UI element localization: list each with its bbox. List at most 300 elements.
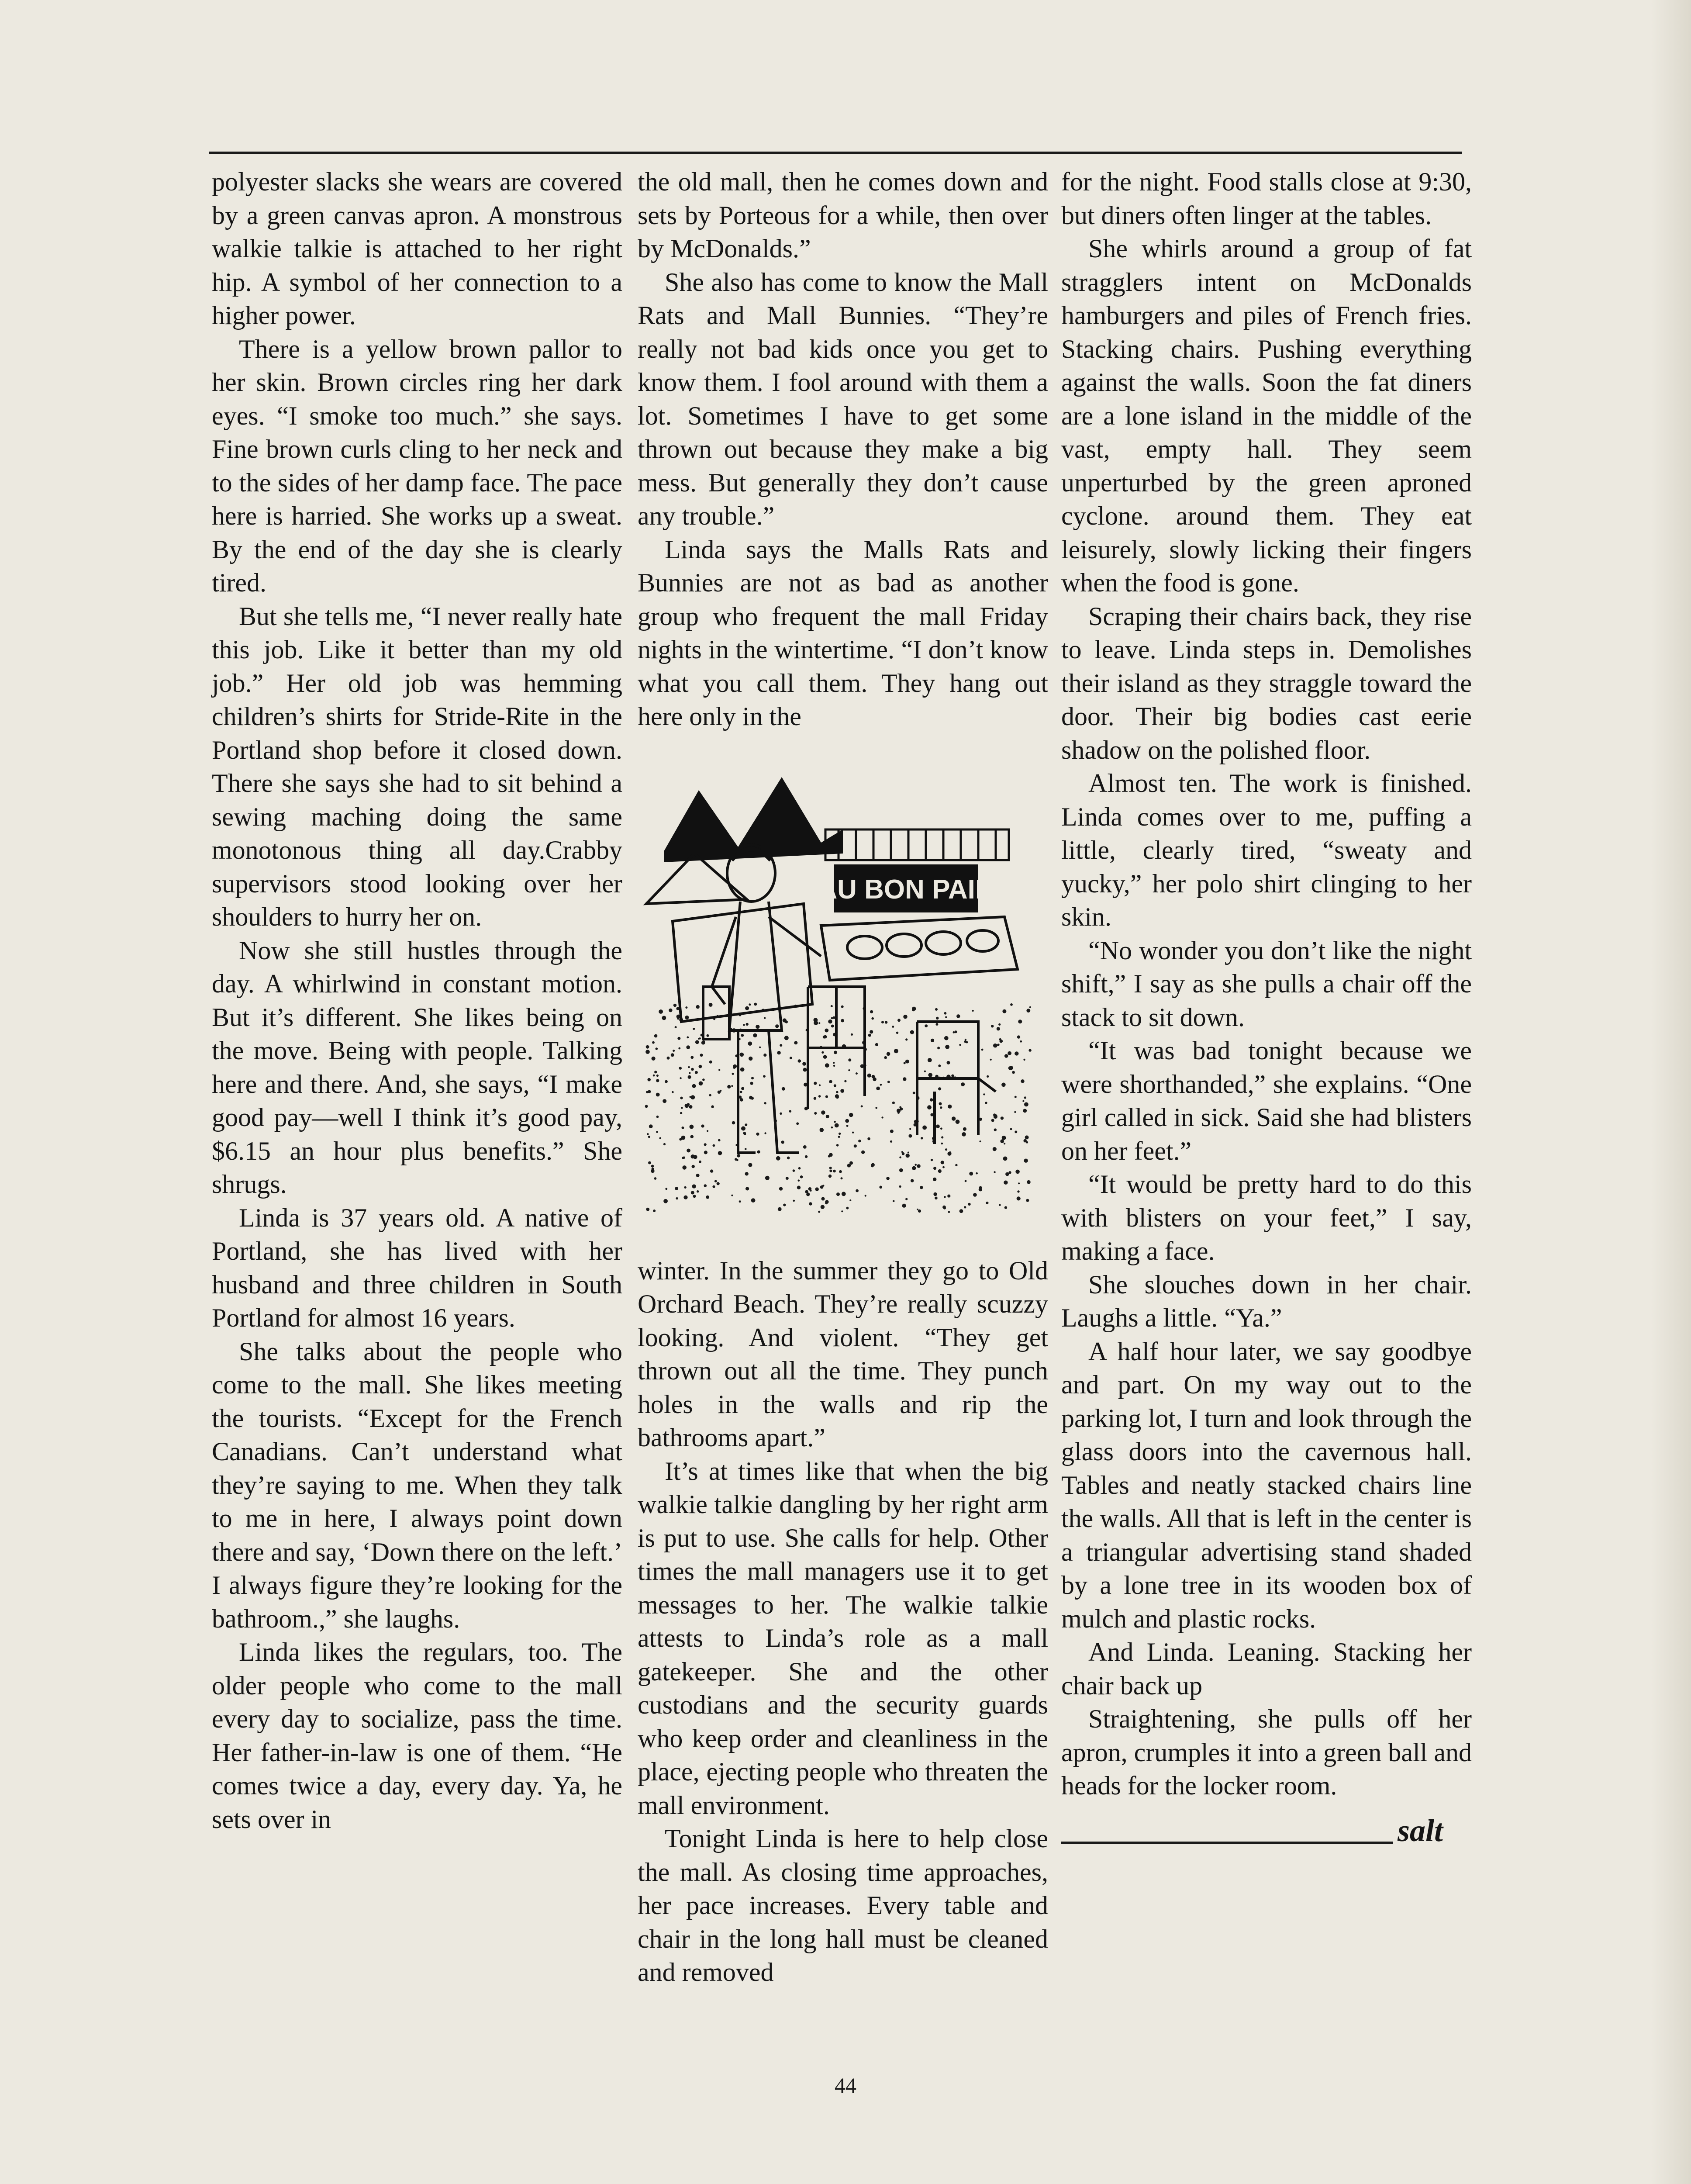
- stipple-dot: [688, 1066, 690, 1068]
- stipple-dot: [905, 1059, 909, 1063]
- stipple-dot: [763, 1053, 766, 1056]
- stipple-dot: [743, 1024, 745, 1026]
- stipple-dot: [819, 1084, 821, 1086]
- stipple-dot: [796, 1122, 799, 1125]
- stipple-dot: [875, 1107, 877, 1109]
- stipple-dot: [1017, 1190, 1019, 1192]
- stipple-dot: [1017, 1035, 1020, 1038]
- au-bon-pain-illustration: [638, 760, 1048, 1223]
- stipple-dot: [696, 1174, 700, 1177]
- stipple-dot: [922, 1125, 927, 1130]
- stipple-dot: [829, 1169, 832, 1172]
- stipple-dot: [746, 1023, 749, 1025]
- stipple-dot: [654, 1177, 657, 1180]
- stipple-dot: [764, 1017, 766, 1019]
- stipple-dot: [985, 1102, 987, 1104]
- stipple-dot: [965, 1180, 967, 1182]
- stipple-dot: [867, 1073, 871, 1077]
- stipple-dot: [679, 1138, 682, 1140]
- stipple-dot: [717, 1182, 720, 1185]
- stipple-dot: [751, 1077, 754, 1079]
- stipple-dot: [1004, 1180, 1008, 1184]
- stipple-dot: [940, 1106, 942, 1109]
- stipple-dot: [935, 1023, 938, 1026]
- stipple-dot: [887, 1081, 890, 1083]
- stipple-dot: [943, 1206, 946, 1209]
- stipple-dot: [693, 1028, 695, 1030]
- stipple-dot: [711, 1105, 714, 1108]
- stipple-dot: [948, 1104, 952, 1108]
- stipple-dot: [908, 1134, 912, 1137]
- stipple-dot: [1004, 1206, 1007, 1209]
- stipple-dot: [839, 1170, 842, 1173]
- stipple-dot: [779, 1187, 783, 1190]
- stipple-dot: [997, 1044, 1000, 1046]
- stipple-dot: [656, 1047, 658, 1050]
- stipple-dot: [1005, 1172, 1009, 1176]
- stipple-dot: [880, 1084, 882, 1086]
- stipple-dot: [1003, 1156, 1008, 1161]
- stipple-dot: [690, 1135, 694, 1138]
- stipple-dot: [663, 1143, 666, 1145]
- stipple-dot: [1025, 1135, 1029, 1139]
- stipple-dot: [776, 1156, 780, 1160]
- stipple-dot: [842, 1192, 846, 1196]
- stipple-dot: [739, 1200, 741, 1203]
- stipple-dot: [959, 1209, 963, 1213]
- stipple-dot: [778, 1207, 782, 1211]
- stipple-dot: [707, 1034, 709, 1037]
- stipple-dot: [745, 1187, 749, 1190]
- stipple-dot: [1008, 1066, 1012, 1070]
- stipple-dot: [798, 1059, 801, 1063]
- stipple-dot: [699, 1160, 701, 1163]
- stipple-dot: [787, 1156, 790, 1159]
- stipple-dot: [741, 1087, 744, 1090]
- paragraph: And Linda. Leaning. Stacking her chair back up: [1061, 1638, 1472, 1700]
- stipple-dot: [991, 1119, 994, 1122]
- stipple-dot: [740, 1052, 744, 1057]
- stipple-dot: [656, 1079, 659, 1082]
- stipple-dot: [945, 1044, 949, 1049]
- stipple-dot: [1029, 1006, 1031, 1008]
- paragraph: But she tells me, “I never really hate this job. Like it better than my old job.” Her old job was hemming children’s shirts for Stride-Rite in the Portland shop before it closed down. There she says she had to sit behind a sewing maching doing the same monotonous thing all day.Crabby supervisors stood looking over her shoulders to hurry her on.: [212, 601, 622, 931]
- stipple-dot: [933, 1177, 936, 1181]
- stipple-dot: [847, 1164, 851, 1167]
- stipple-dot: [803, 1068, 807, 1071]
- stipple-dot: [962, 1132, 966, 1137]
- stipple-dot: [821, 1197, 825, 1200]
- stipple-dot: [876, 1086, 880, 1090]
- stipple-dot: [785, 1020, 788, 1023]
- stipple-dot: [748, 1163, 752, 1167]
- stipple-dot: [936, 1016, 939, 1019]
- stipple-dot: [915, 1164, 917, 1166]
- paragraph: Tonight Linda is here to help close the mall. As closing time approaches, her pace increases. Every table and chair in the long hall must be cleaned and removed: [638, 1824, 1048, 1987]
- stipple-dot: [681, 1127, 684, 1129]
- stipple-dot: [676, 1197, 678, 1199]
- stipple-dot: [741, 1034, 744, 1037]
- stipple-dot: [805, 1155, 808, 1158]
- stipple-dot: [814, 1018, 818, 1022]
- stipple-dot: [793, 1199, 795, 1202]
- salt-logo-text: salt: [1398, 1813, 1443, 1848]
- stipple-dot: [881, 1021, 884, 1023]
- stipple-dot: [998, 1023, 1001, 1025]
- paragraph: It’s at times like that when the big walkie talkie dangling by her right arm is put to use. She calls for help. Other times the mall managers use it to get messages to her. The walkie talkie attests to Linda’s role as a mall gatekeeper. She and the other custodians and the security guards who keep order and cleanliness in the place, ejecting people who threaten the mall environment.: [638, 1456, 1048, 1820]
- stipple-dot: [836, 1192, 840, 1196]
- stipple-dot: [955, 1164, 957, 1166]
- stipple-dot: [798, 1167, 801, 1169]
- stipple-dot: [924, 1070, 926, 1072]
- stipple-dot: [690, 1124, 694, 1129]
- stipple-dot: [944, 1036, 949, 1040]
- stipple-dot: [835, 1123, 839, 1127]
- signature-rule: [1061, 1842, 1393, 1844]
- stipple-dot: [825, 1028, 828, 1032]
- stipple-dot: [993, 1147, 997, 1151]
- stipple-dot: [777, 1051, 780, 1054]
- stipple-dot: [765, 1175, 770, 1180]
- stipple-dot: [936, 1124, 940, 1128]
- stipple-dot: [870, 1010, 873, 1013]
- stipple-dot: [673, 1050, 675, 1052]
- stipple-dot: [1001, 1082, 1006, 1087]
- stipple-dot: [844, 1080, 846, 1082]
- stipple-dot: [890, 1130, 894, 1133]
- chair-drawing: [808, 987, 996, 1144]
- stipple-dot: [973, 1193, 977, 1197]
- stipple-dot: [737, 1154, 740, 1157]
- stipple-dot: [821, 1205, 825, 1209]
- stipple-dot: [930, 1098, 933, 1101]
- page-number: 44: [835, 2073, 856, 2098]
- stipple-dot: [836, 1091, 838, 1093]
- stipple-dot: [718, 1069, 720, 1071]
- stipple-dot: [1014, 1111, 1016, 1113]
- stipple-dot: [822, 1185, 825, 1187]
- stipple-dot: [690, 1095, 695, 1099]
- stipple-dot: [834, 1084, 836, 1087]
- salt-logo-mark: [1393, 1811, 1472, 1850]
- stipple-dot: [1018, 1182, 1020, 1184]
- stipple-dot: [1026, 1009, 1030, 1013]
- stipple-dot: [651, 1169, 654, 1172]
- stipple-dot: [740, 1067, 745, 1071]
- paragraph: She also has come to know the Mall Rats and Mall Bunnies. “They’re really not bad kids once you get to know them. I fool around with them a lot. Sometimes I have to get some thrown out because they make a big mess. But generally they don’t cause any trouble.”: [638, 267, 1048, 530]
- stipple-dot: [814, 1097, 816, 1099]
- stipple-dot: [868, 1033, 871, 1037]
- stipple-dot: [1002, 1136, 1006, 1140]
- stipple-dot: [905, 1198, 908, 1200]
- stipple-dot: [680, 1077, 681, 1079]
- stipple-dot: [976, 1172, 978, 1174]
- stipple-dot: [825, 1202, 828, 1204]
- stipple-dot: [851, 1033, 853, 1035]
- stipple-dot: [735, 1158, 737, 1161]
- stipple-dot: [718, 1151, 722, 1155]
- stipple-dot: [912, 1008, 915, 1011]
- stipple-dot: [999, 1204, 1001, 1206]
- stipple-dot: [947, 1061, 950, 1064]
- stipple-dot: [710, 1169, 713, 1172]
- stipple-dot: [825, 1095, 828, 1098]
- stipple-dot: [750, 1082, 753, 1085]
- stipple-dot: [834, 1120, 836, 1123]
- stipple-dot: [903, 1015, 907, 1019]
- stipple-dot: [831, 1005, 833, 1007]
- stipple-dot: [948, 1211, 950, 1213]
- stipple-dot: [1028, 1049, 1031, 1051]
- stipple-dot: [651, 1165, 654, 1167]
- stipple-dot: [712, 1185, 715, 1188]
- paragraph: “It would be pretty hard to do this with blisters on your feet,” I say, making a face.: [1061, 1170, 1472, 1265]
- stipple-dot: [829, 1080, 832, 1083]
- stipple-dot: [656, 1074, 659, 1076]
- stipple-dot: [944, 1196, 946, 1198]
- stipple-dot: [956, 1014, 960, 1018]
- stipple-dot: [912, 1166, 916, 1170]
- paragraph: She talks about the people who come to the mall. She likes meeting the tourists. “Except for the French Canadians. Can’t understand what they’re saying to me. When they talk to me in here, I always point down there and say, ‘Down there on the left.’ I always figure they’re looking for the bathroom.,” she laughs.: [212, 1337, 622, 1633]
- paragraph: Now she still hustles through the day. A whirlwind in constant motion. But it’s different. She likes being on the move. Being with people. Talking here and there. And, she says, “I make good pay—well I think it’s good pay, $6.15 an hour plus benefits.” She shrugs.: [212, 936, 622, 1199]
- stipple-dot: [810, 1189, 811, 1191]
- stipple-dot: [979, 1188, 982, 1191]
- stipple-dot: [654, 1034, 658, 1037]
- stipple-dot: [673, 1003, 676, 1006]
- stipple-dot: [1000, 1039, 1003, 1043]
- stipple-dot: [814, 1112, 817, 1114]
- stipple-dot: [648, 1135, 650, 1137]
- stipple-dot: [928, 1073, 932, 1077]
- stipple-dot: [846, 1206, 849, 1209]
- stipple-dot: [1026, 1199, 1029, 1202]
- paragraph: A half hour later, we say goodbye and part. On my way out to the parking lot, I turn and look through the glass doors into the cavernous hall. Tables and neatly stacked chairs line the walls. All that is left in the center is a triangular advertising stand shaded by a lone tree in its wooden box of mulch and plastic rocks.: [1061, 1337, 1472, 1633]
- stipple-dot: [1008, 1051, 1011, 1055]
- stipple-dot: [828, 1174, 832, 1177]
- stipple-dot: [858, 1139, 861, 1142]
- stipple-dot: [1010, 1128, 1012, 1130]
- stipple-dot: [944, 1012, 947, 1014]
- stipple-dot: [709, 1094, 711, 1096]
- stipple-dot: [683, 1195, 687, 1199]
- stipple-dot: [683, 1156, 685, 1159]
- stipple-dot: [646, 1207, 649, 1211]
- stipple-dot: [825, 1063, 829, 1068]
- paragraph: polyester slacks she wears are covered by a green canvas apron. A monstrous walkie talkie is attached to her right hip. A symbol of her connection to a higher power.: [212, 167, 622, 330]
- stipple-dot: [814, 1082, 817, 1085]
- article-column-1: [212, 165, 622, 1836]
- stipple-dot: [784, 1036, 789, 1040]
- header-rule: [209, 152, 1462, 154]
- stipple-dot: [865, 1195, 866, 1196]
- stipple-dot: [781, 1140, 784, 1144]
- stipple-dot: [945, 1016, 947, 1018]
- stipple-dot: [899, 1185, 901, 1187]
- stipple-dot: [806, 1192, 810, 1196]
- stipple-dot: [790, 1057, 792, 1059]
- stipple-dot: [906, 1154, 910, 1158]
- stipple-dot: [873, 1077, 877, 1081]
- stipple-dot: [748, 1041, 752, 1046]
- stipple-dot: [861, 1150, 865, 1154]
- stipple-dot: [913, 1092, 915, 1094]
- stipple-dot: [927, 1105, 932, 1109]
- stipple-dot: [904, 1062, 906, 1064]
- stipple-dot: [1001, 1116, 1004, 1120]
- stipple-dot: [1015, 1130, 1017, 1133]
- stipple-dot: [718, 1139, 721, 1141]
- stipple-dot: [821, 1110, 825, 1114]
- stipple-dot: [740, 1098, 743, 1102]
- stipple-dot: [751, 1198, 756, 1203]
- stipple-dot: [894, 1049, 898, 1053]
- stipple-dot: [986, 1201, 988, 1204]
- bakery-drawing: [638, 760, 1048, 1223]
- stipple-dot: [684, 1186, 686, 1188]
- stipple-dot: [653, 1209, 656, 1212]
- stipple-dot: [935, 1008, 938, 1010]
- stipple-dot: [846, 1125, 849, 1127]
- article-column-2: [638, 165, 1048, 1989]
- stipple-dot: [896, 1031, 898, 1033]
- stipple-dot: [1020, 1040, 1022, 1042]
- stipple-dot: [662, 1016, 666, 1020]
- stipple-dot: [852, 1131, 854, 1133]
- stipple-dot: [964, 1206, 966, 1208]
- stipple-dot: [871, 1165, 874, 1167]
- stipple-dot: [649, 1124, 653, 1128]
- stipple-dot: [994, 1171, 995, 1173]
- stipple-dot: [838, 1136, 840, 1138]
- stipple-dot: [911, 1179, 914, 1182]
- stipple-dot: [740, 1090, 742, 1093]
- stipple-dot: [656, 1131, 658, 1133]
- paragraph: winter. In the summer they go to Old Orchard Beach. They’re really scuzzy looking. And violent. “They get thrown out all the time. They punch holes in the walls and rip the bathrooms apart.”: [638, 1256, 1048, 1452]
- stipple-dot: [727, 1085, 731, 1088]
- stipple-dot: [823, 1055, 827, 1059]
- stipple-dot: [714, 1180, 717, 1182]
- stipple-dot: [849, 1199, 851, 1201]
- stipple-dot: [1022, 1100, 1024, 1102]
- stipple-dot: [682, 1165, 687, 1170]
- stipple-dot: [793, 1169, 795, 1172]
- stipple-dot: [902, 1203, 906, 1207]
- stipple-dot: [833, 1169, 836, 1172]
- stipple-dot: [704, 1143, 707, 1146]
- paragraph: for the night. Food stalls close at 9:30, but diners often linger at the tables.: [1061, 167, 1472, 230]
- stipple-dot: [645, 1050, 650, 1054]
- stipple-dot: [700, 1054, 703, 1057]
- stipple-dot: [665, 1188, 667, 1190]
- stipple-dot: [789, 1110, 792, 1113]
- stipple-dot: [663, 1199, 668, 1203]
- stipple-dot: [741, 1126, 745, 1130]
- stipple-dot: [669, 1008, 672, 1012]
- stipple-dot: [828, 1019, 832, 1023]
- stipple-dot: [829, 1166, 832, 1169]
- stipple-dot: [701, 1124, 704, 1127]
- stipple-dot: [938, 1169, 942, 1173]
- stipple-dot: [840, 1089, 844, 1093]
- stipple-dot: [646, 1045, 649, 1048]
- stipple-dot: [969, 1171, 973, 1175]
- stipple-dot: [935, 1196, 938, 1199]
- stipple-dot: [849, 1113, 853, 1117]
- stipple-dot: [681, 1107, 683, 1109]
- stipple-dot: [677, 1037, 680, 1040]
- stipple-dot: [745, 1148, 747, 1150]
- stipple-dot: [990, 1058, 992, 1060]
- paragraph: She whirls around a group of fat stragglers intent on McDonalds hamburgers and piles of French fries. Stacking chairs. Pushing everything against the walls. Soon the fat diners are a lone island in the middle of the vast, empty hall. They seem unperturbed by the green aproned cyclone. around them. They eat leisurely, slowly licking their fingers when the food is gone.: [1061, 234, 1472, 597]
- stipple-dot: [691, 1068, 694, 1071]
- stipple-dot: [909, 1128, 911, 1130]
- stipple-dot: [905, 1038, 908, 1040]
- stipple-dot: [663, 1099, 666, 1103]
- stipple-dot: [892, 1101, 895, 1104]
- stipple-dot: [695, 1071, 698, 1074]
- stipple-dot: [1024, 1096, 1026, 1099]
- stipple-dot: [961, 1082, 965, 1086]
- stipple-dot: [968, 1203, 970, 1205]
- stipple-dot: [693, 1195, 696, 1198]
- stipple-dot: [833, 1016, 835, 1019]
- stipple-dot: [815, 1187, 819, 1191]
- stipple-dot: [685, 1103, 689, 1107]
- stipple-dot: [749, 1003, 751, 1006]
- stipple-dot: [803, 1145, 807, 1149]
- stipple-dot: [908, 1151, 909, 1153]
- stipple-dot: [754, 1002, 757, 1006]
- stipple-dot: [820, 1128, 824, 1132]
- stipple-dot: [885, 1021, 887, 1023]
- stipple-dot: [841, 1005, 844, 1008]
- stipple-dot: [881, 1116, 883, 1118]
- stipple-dot: [930, 1113, 933, 1116]
- stipple-dot: [731, 1085, 733, 1087]
- stipple-dot: [687, 1036, 689, 1038]
- stipple-dot: [645, 1105, 648, 1108]
- stipple-dot: [833, 1064, 835, 1066]
- stipple-dot: [798, 1179, 800, 1182]
- stipple-dot: [861, 1105, 863, 1107]
- stipple-dot: [720, 1089, 721, 1091]
- stipple-dot: [834, 1051, 837, 1054]
- stipple-dot: [780, 1112, 782, 1114]
- stipple-dot: [917, 1208, 918, 1210]
- stipple-dot: [656, 1115, 659, 1118]
- stipple-dot: [845, 1119, 849, 1123]
- stipple-dot: [1023, 1058, 1025, 1060]
- stipple-dot: [652, 1056, 656, 1060]
- stipple-dot: [1004, 1143, 1005, 1144]
- stipple-dot: [841, 1210, 843, 1212]
- stipple-dot: [764, 1102, 766, 1104]
- stipple-dot: [646, 1091, 649, 1093]
- stipple-dot: [997, 1027, 1000, 1030]
- stipple-dot: [972, 1009, 974, 1011]
- stipple-dot: [856, 1189, 859, 1192]
- stipple-dot: [692, 1165, 695, 1168]
- stipple-dot: [794, 1041, 797, 1044]
- stipple-dot: [745, 1172, 749, 1175]
- stipple-dot: [879, 1185, 882, 1189]
- stipple-dot: [797, 1185, 801, 1189]
- stipple-dot: [854, 1144, 857, 1147]
- stipple-dot: [947, 1194, 950, 1197]
- stipple-dot: [759, 1046, 761, 1048]
- stipple-dot: [818, 1022, 820, 1024]
- stipple-dot: [848, 1069, 850, 1071]
